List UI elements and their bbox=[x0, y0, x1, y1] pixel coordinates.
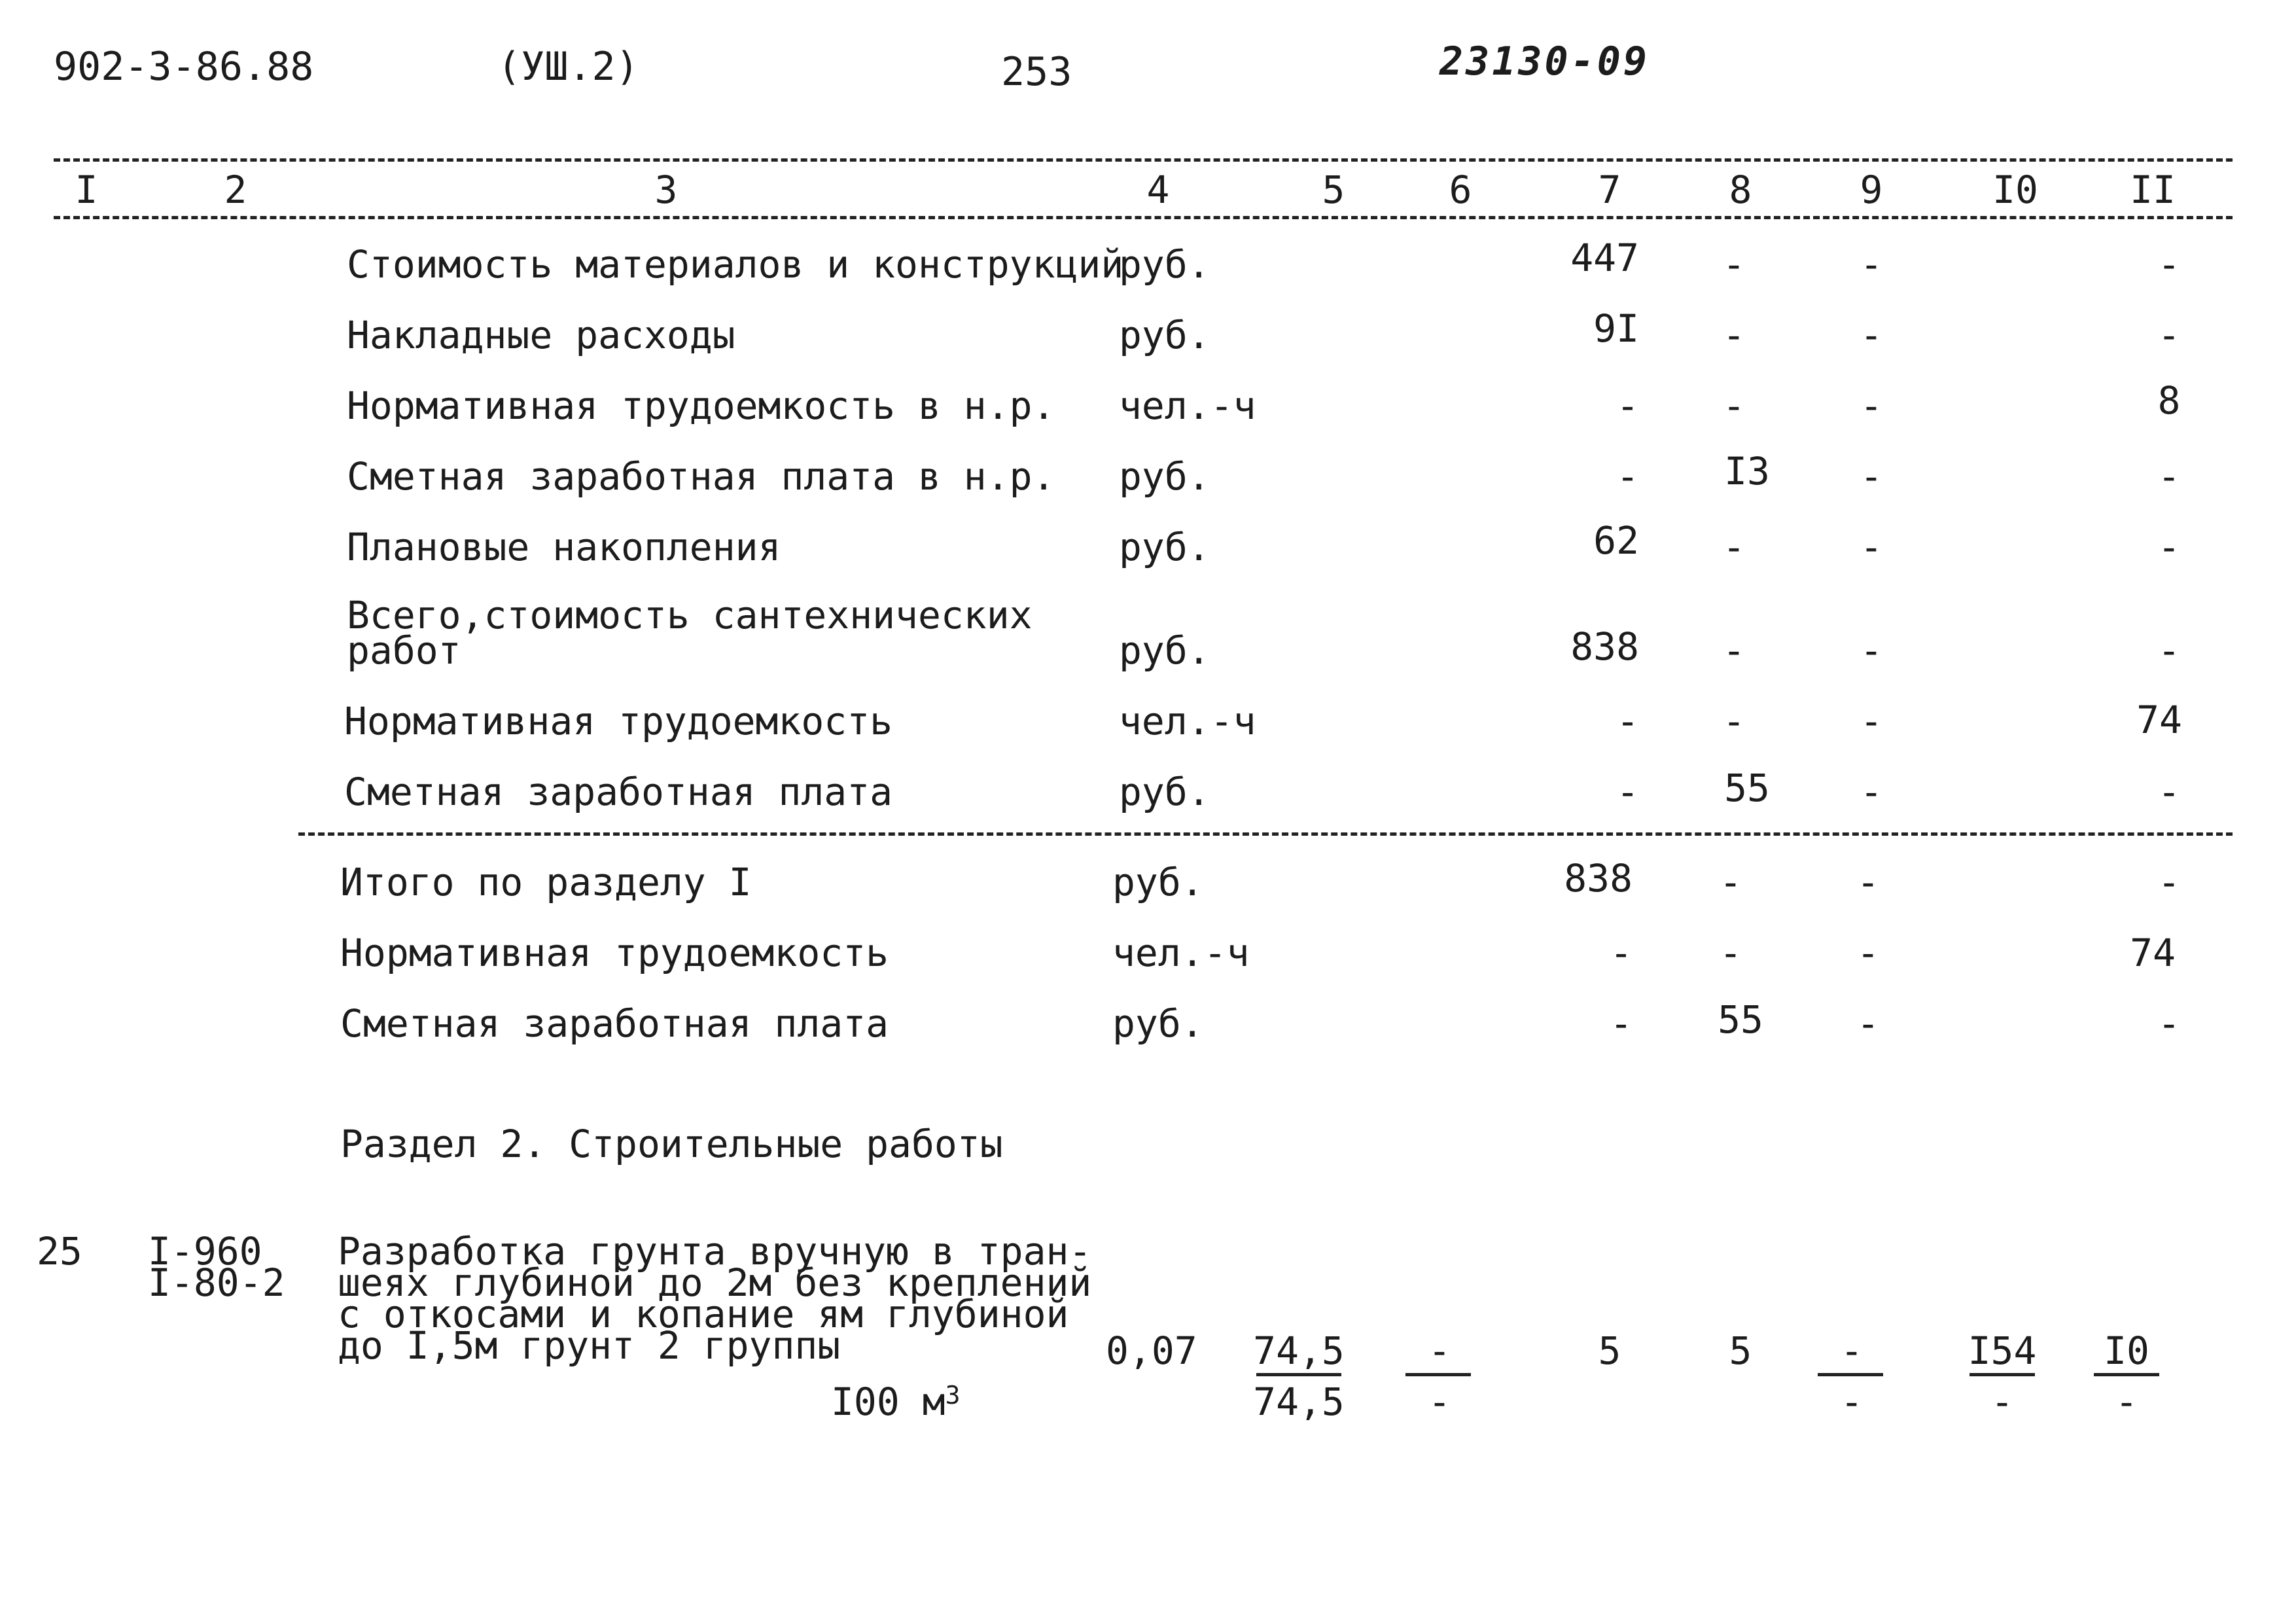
col11-value: - bbox=[2157, 1001, 2181, 1046]
col11-denominator: - bbox=[2115, 1380, 2138, 1424]
fraction-line bbox=[1818, 1373, 1883, 1376]
row-unit: руб. bbox=[1119, 313, 1210, 357]
row-label: Сметная заработная плата bbox=[344, 770, 893, 814]
item-unit-text: I00 м bbox=[831, 1380, 945, 1424]
row-label: Всего,стоимость сантехнических bbox=[347, 593, 1033, 637]
col11-value: - bbox=[2157, 313, 2181, 357]
col11-value: - bbox=[2157, 628, 2181, 673]
col9-value: - bbox=[1860, 699, 1883, 743]
fraction-line bbox=[1405, 1373, 1471, 1376]
col11-value: - bbox=[2157, 454, 2181, 499]
row-label: Итого по разделу I bbox=[340, 860, 752, 904]
header-top-rule bbox=[54, 158, 2233, 162]
col7-value: - bbox=[1610, 1001, 1633, 1046]
col8-value: - bbox=[1719, 860, 1742, 904]
col11-value: - bbox=[2157, 770, 2181, 814]
item-unit bbox=[831, 1381, 961, 1423]
col9-value: - bbox=[1860, 383, 1883, 428]
row-label: Сметная заработная плата в н.р. bbox=[347, 454, 1055, 499]
row-label: Нормативная трудоемкость в н.р. bbox=[347, 383, 1055, 428]
fraction-line bbox=[1969, 1373, 2035, 1376]
col7-value: 9I bbox=[1593, 306, 1639, 351]
col8-value: - bbox=[1722, 242, 1746, 287]
col7-value: - bbox=[1616, 770, 1639, 814]
col5-denominator: 74,5 bbox=[1253, 1380, 1345, 1424]
col9-value: - bbox=[1856, 1001, 1880, 1046]
row-unit: руб. bbox=[1119, 242, 1210, 287]
row-label: Накладные расходы bbox=[347, 313, 735, 357]
section-divider bbox=[298, 832, 2233, 836]
col8-value: - bbox=[1722, 313, 1746, 357]
doc-number: 23130-09 bbox=[1439, 39, 1650, 84]
col-header-2: 2 bbox=[224, 168, 247, 212]
header-bottom-rule bbox=[54, 216, 2233, 219]
item-description-line: до I,5м грунт 2 группы bbox=[338, 1323, 841, 1368]
col7-value: 838 bbox=[1564, 856, 1633, 901]
row-unit: руб. bbox=[1119, 454, 1210, 499]
doc-code: 902-3-86.88 bbox=[54, 44, 314, 90]
col9-denominator: - bbox=[1840, 1380, 1863, 1424]
col8-value: - bbox=[1722, 525, 1746, 569]
section-title: Раздел 2. Строительные работы bbox=[340, 1122, 1003, 1166]
page-number: 253 bbox=[1001, 49, 1072, 95]
col11-value: - bbox=[2157, 525, 2181, 569]
col7-value: 62 bbox=[1593, 518, 1639, 563]
col11-value: 74 bbox=[2136, 698, 2182, 742]
row-unit: руб. bbox=[1112, 1001, 1204, 1046]
row-unit: чел.-ч bbox=[1119, 383, 1256, 428]
col-header-8: 8 bbox=[1729, 168, 1752, 212]
col8-value: 55 bbox=[1724, 766, 1770, 810]
col9-value: - bbox=[1856, 860, 1880, 904]
row-unit: руб. bbox=[1112, 860, 1204, 904]
col7-value: - bbox=[1616, 454, 1639, 499]
col9-value: - bbox=[1860, 628, 1883, 673]
col6-denominator: - bbox=[1428, 1380, 1451, 1424]
col11-value: 8 bbox=[2157, 378, 2181, 423]
col11-numerator: I0 bbox=[2104, 1329, 2149, 1373]
fraction-line bbox=[1256, 1373, 1341, 1376]
item-number: 25 bbox=[37, 1229, 82, 1274]
item-code-secondary: I-80-2 bbox=[148, 1260, 285, 1305]
col11-value: 74 bbox=[2130, 931, 2176, 975]
col6-numerator: - bbox=[1428, 1329, 1451, 1373]
row-label: Сметная заработная плата bbox=[340, 1001, 889, 1046]
col10-denominator: - bbox=[1990, 1380, 2014, 1424]
fraction-line bbox=[2094, 1373, 2159, 1376]
col7-value: 447 bbox=[1570, 236, 1639, 280]
row-label: Плановые накопления bbox=[347, 525, 781, 569]
item-description-line: Разработка грунта вручную в тран- bbox=[338, 1229, 1092, 1274]
col9-value: - bbox=[1860, 770, 1883, 814]
row-unit: руб. bbox=[1119, 770, 1210, 814]
col-header-11: II bbox=[2130, 168, 2176, 212]
col5-numerator: 74,5 bbox=[1253, 1329, 1345, 1373]
col8-value: I3 bbox=[1724, 449, 1770, 493]
col8-value: - bbox=[1722, 699, 1746, 743]
item-description-line: с откосами и копание ям глубиной bbox=[338, 1292, 1069, 1336]
col7-value: 838 bbox=[1570, 624, 1639, 669]
col7-value: - bbox=[1610, 931, 1633, 975]
col7-value: 5 bbox=[1598, 1329, 1621, 1373]
item-unit-superscript: 3 bbox=[945, 1381, 961, 1410]
row-label: Стоимость материалов и конструкций bbox=[347, 242, 1124, 287]
col7-value: - bbox=[1616, 699, 1639, 743]
col-header-7: 7 bbox=[1598, 168, 1621, 212]
col11-value: - bbox=[2157, 242, 2181, 287]
col8-value: - bbox=[1722, 628, 1746, 673]
col-header-5: 5 bbox=[1322, 168, 1345, 212]
col9-value: - bbox=[1860, 313, 1883, 357]
col9-value: - bbox=[1860, 242, 1883, 287]
col-header-10: I0 bbox=[1992, 168, 2038, 212]
col-header-1: I bbox=[75, 168, 98, 212]
row-unit: чел.-ч bbox=[1112, 931, 1250, 975]
col8-value: 5 bbox=[1729, 1329, 1752, 1373]
doc-section: (УШ.2) bbox=[497, 44, 639, 90]
col10-numerator: I54 bbox=[1968, 1329, 2037, 1373]
col8-value: - bbox=[1719, 931, 1742, 975]
col-header-9: 9 bbox=[1860, 168, 1883, 212]
col9-value: - bbox=[1860, 525, 1883, 569]
item-code: I-960 bbox=[148, 1229, 262, 1274]
item-description-line: шеях глубиной до 2м без креплений bbox=[338, 1260, 1092, 1305]
row-unit: руб. bbox=[1119, 628, 1210, 673]
row-label-continued: работ bbox=[347, 628, 461, 673]
col9-numerator: - bbox=[1840, 1329, 1863, 1373]
col9-value: - bbox=[1856, 931, 1880, 975]
col7-value: - bbox=[1616, 383, 1639, 428]
col8-value: - bbox=[1722, 383, 1746, 428]
col11-value: - bbox=[2157, 860, 2181, 904]
col9-value: - bbox=[1860, 454, 1883, 499]
row-unit: чел.-ч bbox=[1119, 699, 1256, 743]
col-header-3: 3 bbox=[654, 168, 678, 212]
col8-value: 55 bbox=[1718, 997, 1763, 1042]
col-header-6: 6 bbox=[1449, 168, 1472, 212]
row-label: Нормативная трудоемкость bbox=[340, 931, 889, 975]
row-unit: руб. bbox=[1119, 525, 1210, 569]
col4-value: 0,07 bbox=[1106, 1329, 1197, 1373]
col-header-4: 4 bbox=[1146, 168, 1170, 212]
row-label: Нормативная трудоемкость bbox=[344, 699, 893, 743]
